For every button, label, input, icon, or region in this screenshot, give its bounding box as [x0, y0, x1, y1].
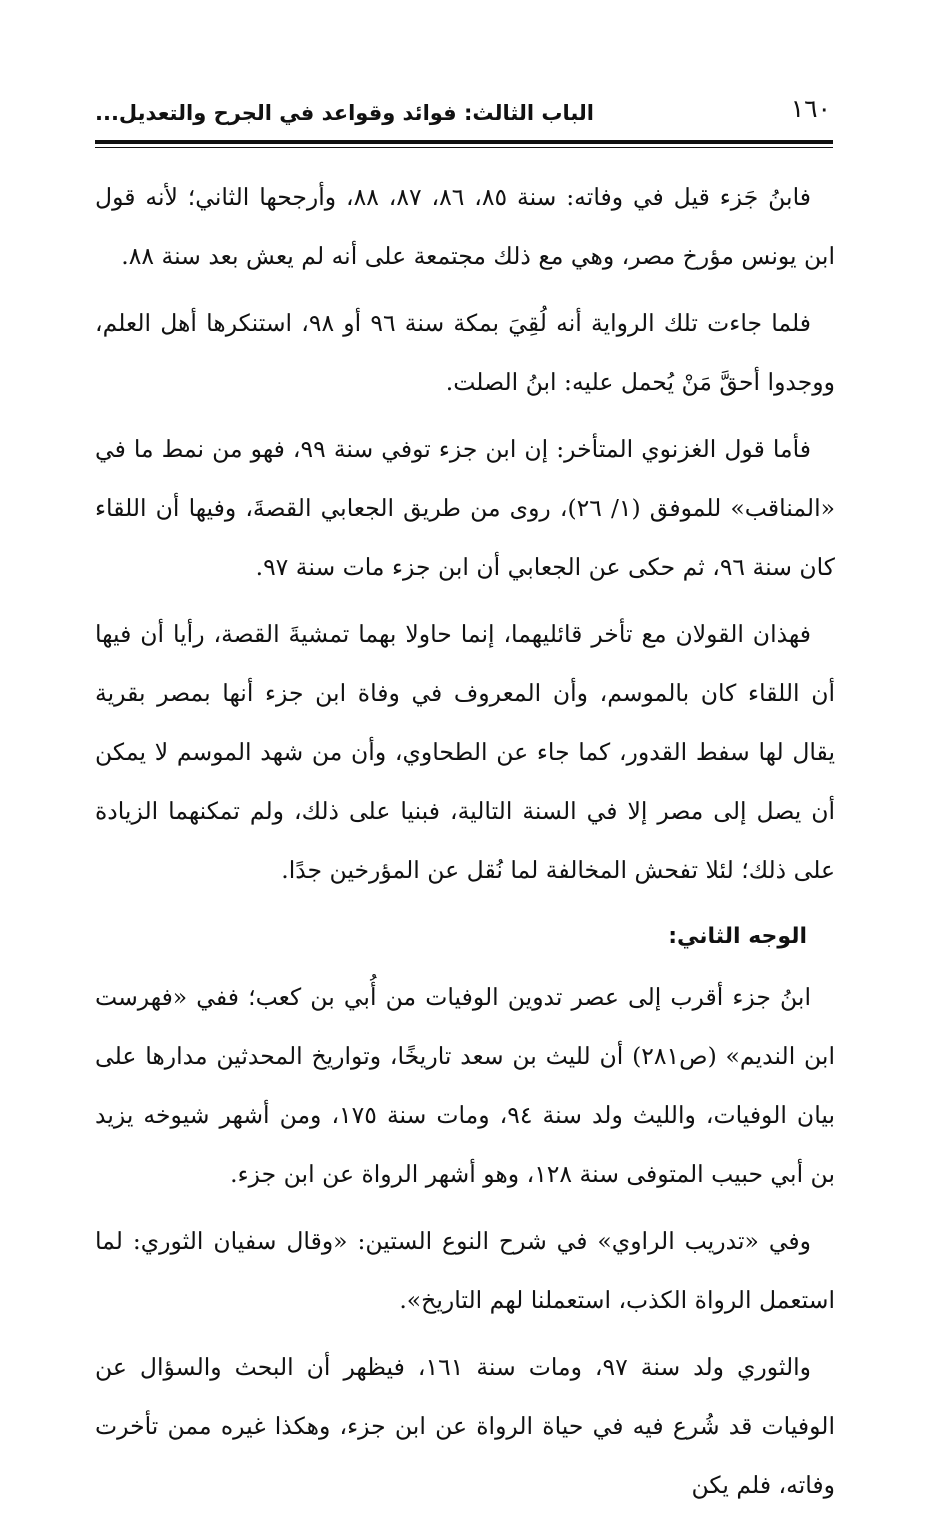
paragraph: فلما جاءت تلك الرواية أنه لُقِيَ بمكة سنة ٩٦ أو ٩٨، استنكرها أهل العلم، ووجدوا أحقَّ مَنْ يُحمل عليه: ابنُ الصلت.: [95, 309, 835, 396]
header-rule-thick: [95, 140, 833, 144]
paragraph: فأما قول الغزنوي المتأخر: إن ابن جزء توفي سنة ٩٩، فهو من نمط ما في «المناقب» للموفق (١/ ٢٦)، روى من طريق الجعابي القصةَ، وفيها أن اللقاء كان سنة ٩٦، ثم حكى عن الجعابي أن ابن جزء مات سنة ٩٧.: [95, 435, 836, 581]
running-title: الباب الثالث: فوائد وقواعد في الجرح والتعديل...: [95, 101, 595, 125]
paragraph: وفي «تدريب الراوي» في شرح النوع الستين: «وقال سفيان الثوري: لما استعمل الرواة الكذب، استعملنا لهم التاريخ».: [95, 1227, 835, 1314]
body-text: [95, 168, 835, 1515]
header-rule-thin: [95, 147, 833, 148]
page-header: [95, 92, 833, 132]
section-heading: الوجه الثاني:: [668, 924, 807, 949]
paragraph: فهذان القولان مع تأخر قائليهما، إنما حاولا بهما تمشيةَ القصة، رأيا أن فيها أن اللقاء كان بالموسم، وأن المعروف في وفاة ابن جزء أنها بمصر بقرية يقال لها سفط القدور، كما جاء عن الطحاوي، وأن من شهد الموسم لا يمكن أن يصل إلى مصر إلا في السنة التالية، فبنيا على ذلك، ولم تمكنهما الزيادة على ذلك؛ لئلا تفحش المخالفة لما نُقل عن المؤرخين جدًا.: [95, 620, 835, 884]
page-number: ١٦٠: [790, 94, 831, 123]
paragraph: والثوري ولد سنة ٩٧، ومات سنة ١٦١، فيظهر أن البحث والسؤال عن الوفيات قد شُرع فيه في حياة الرواة عن ابن جزء، وهكذا غيره ممن تأخرت وفاته، فلم يكن: [95, 1353, 835, 1499]
paragraph: فابنُ جَزء قيل في وفاته: سنة ٨٥، ٨٦، ٨٧، ٨٨، وأرجحها الثاني؛ لأنه قول ابن يونس مؤرخ مصر، وهي مع ذلك مجتمعة على أنه لم يعش بعد سنة ٨٨.: [95, 183, 835, 270]
paragraph: ابنُ جزء أقرب إلى عصر تدوين الوفيات من أُبي بن كعب؛ ففي «فهرست ابن النديم» (ص٢٨١) أن لليث بن سعد تاريخًا، وتواريخ المحدثين مدارها على بيان الوفيات، والليث ولد سنة ٩٤، ومات سنة ١٧٥، ومن أشهر شيوخه يزيد بن أبي حبيب المتوفى سنة ١٢٨، وهو أشهر الرواة عن ابن جزء.: [95, 983, 835, 1188]
